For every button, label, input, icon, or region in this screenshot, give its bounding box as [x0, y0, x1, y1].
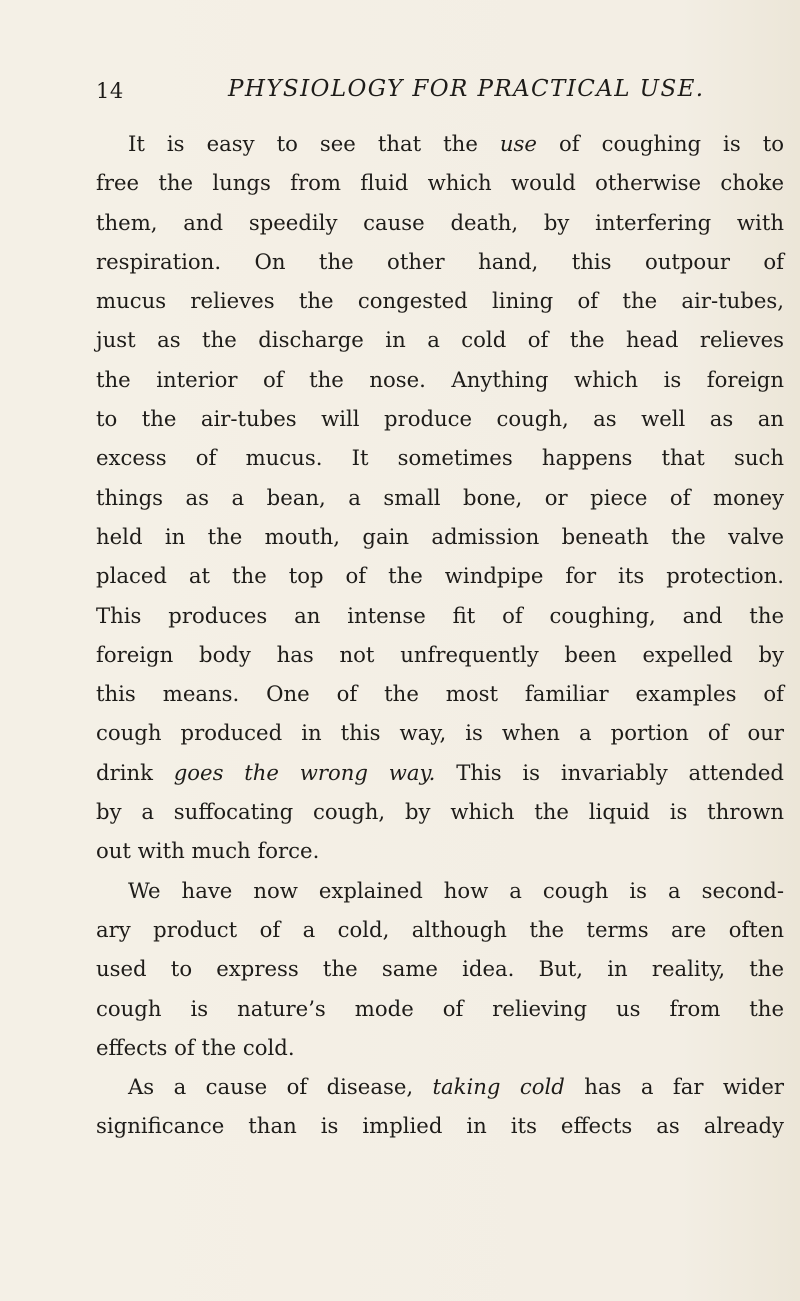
text-line: [96, 753, 784, 792]
text-run: has a far wider: [564, 1074, 784, 1100]
text-line: [96, 674, 784, 713]
text-line: [96, 478, 784, 517]
text-line: [96, 281, 784, 320]
text-run: held in the mouth, gain admission beneath the valve: [96, 523, 784, 549]
text-line: [96, 438, 784, 477]
text-line: [96, 556, 784, 595]
italic-text: use: [499, 131, 537, 156]
italic-text: goes the wrong way.: [173, 759, 436, 785]
text-line: [96, 124, 784, 163]
text-line: [96, 792, 784, 831]
text-run: As a cause of disease,: [128, 1074, 433, 1100]
text-line: [96, 635, 784, 674]
text-run: this means. One of the most familiar examples of: [96, 681, 784, 707]
text-run: significance than is implied in its effects as already: [96, 1113, 784, 1139]
text-line: [96, 1106, 784, 1145]
text-line: [96, 320, 784, 359]
text-line: [96, 517, 784, 556]
text-run: out with much force.: [96, 838, 320, 864]
text-run: This produces an intense fit of coughing, and the: [96, 602, 784, 628]
text-line: [96, 399, 784, 438]
text-run: foreign body has not unfrequently been expelled by: [96, 641, 784, 667]
body-text: [96, 124, 784, 1146]
text-run: effects of the cold.: [96, 1034, 295, 1060]
text-run: This is invariably attended: [435, 759, 784, 785]
text-line: [96, 596, 784, 635]
text-line: [96, 713, 784, 752]
page-number: 14: [96, 79, 124, 103]
paragraph: [96, 124, 784, 871]
text-line: [96, 1028, 784, 1067]
text-run: used to express the same idea. But, in reality, the: [96, 956, 784, 982]
text-run: them, and speedily cause death, by interfering with: [96, 209, 784, 235]
text-run: respiration. On the other hand, this outpour of: [96, 248, 784, 274]
text-run: drink: [96, 759, 174, 785]
text-run: placed at the top of the windpipe for its protection.: [96, 563, 784, 589]
text-line: [96, 831, 784, 870]
text-line: [96, 360, 784, 399]
text-line: [96, 949, 784, 988]
text-run: the interior of the nose. Anything which is foreign: [96, 366, 784, 392]
text-run: things as a bean, a small bone, or piece of money: [96, 484, 784, 510]
text-line: [96, 1067, 784, 1106]
text-line: [96, 163, 784, 202]
text-run: excess of mucus. It sometimes happens that such: [96, 445, 784, 471]
text-run: by a suffocating cough, by which the liquid is thrown: [96, 799, 784, 825]
text-run: to the air-tubes will produce cough, as well as an: [96, 406, 784, 432]
italic-text: taking cold: [432, 1074, 565, 1100]
text-run: of coughing is to: [536, 131, 784, 156]
text-line: [96, 203, 784, 242]
text-line: [96, 871, 784, 910]
paragraph: [96, 1067, 784, 1146]
text-run: cough produced in this way, is when a portion of our: [96, 720, 784, 746]
text-line: [96, 910, 784, 949]
text-run: ary product of a cold, although the terms are often: [96, 916, 784, 942]
text-line: [96, 989, 784, 1028]
text-run: cough is nature’s mode of relieving us from the: [96, 995, 784, 1021]
text-run: free the lungs from fluid which would otherwise choke: [96, 170, 784, 196]
paragraph: [96, 871, 784, 1067]
text-run: It is easy to see that the: [128, 131, 500, 156]
text-run: We have now explained how a cough is a second-: [128, 877, 784, 903]
running-title: PHYSIOLOGY FOR PRACTICAL USE.: [228, 76, 705, 102]
text-run: mucus relieves the congested lining of the air-tubes,: [96, 288, 784, 314]
text-run: just as the discharge in a cold of the head relieves: [96, 327, 784, 353]
text-line: [96, 242, 784, 281]
